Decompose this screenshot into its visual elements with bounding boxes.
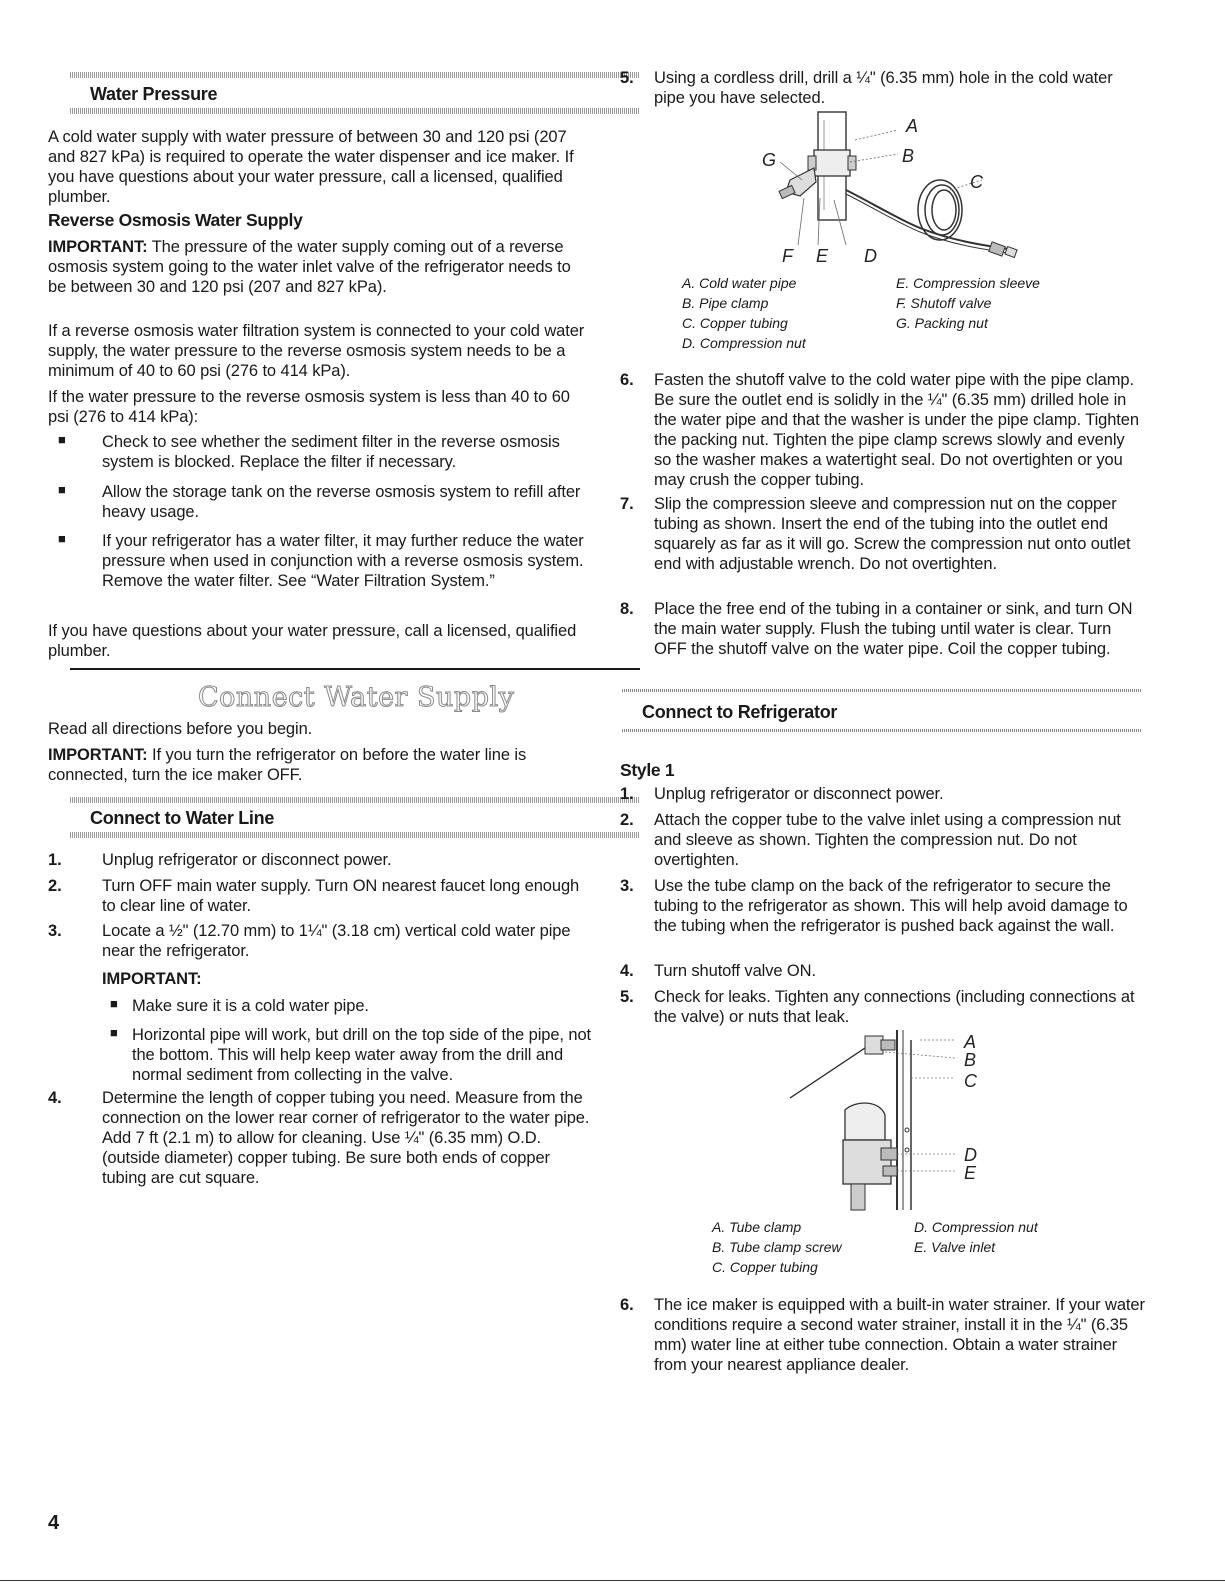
diagram1-legend-right (896, 273, 1040, 333)
legend-item: A. Cold water pipe (682, 275, 797, 291)
refrigerator-step-3: Use the tube clamp on the back of the refrigerator to secure the tubing to the refrigerator as shown. This will help avoid damage to the tubing when the refrigerator is pushed back against the wall. (654, 877, 1128, 935)
ro-supply-heading: Reverse Osmosis Water Supply (48, 210, 303, 230)
legend-item: E. Compression sleeve (896, 275, 1040, 291)
ro-paragraph-2: If a reverse osmosis water filtration system is connected to your cold water supply, the water pressure to the reverse osmosis system needs to be a minimum of 40 to 60 psi (276 to 414 kPa). (48, 322, 585, 380)
legend-item: E. Valve inlet (914, 1239, 996, 1255)
section-rule (70, 668, 640, 670)
step-number: 4. (620, 962, 634, 980)
legend-item: B. Tube clamp screw (712, 1239, 842, 1255)
section-divider-top (70, 797, 640, 803)
ro-important-paragraph (48, 237, 593, 297)
style-heading: Style 1 (620, 760, 675, 780)
drill-step: Using a cordless drill, drill a ¼" (6.35 mm) hole in the cold water pipe you have selected. (654, 69, 1113, 107)
refrigerator-step-2: Attach the copper tube to the valve inlet using a compression nut and sleeve as shown. Tighten the compression nut. Do not overtighten. (654, 811, 1121, 869)
diagram-letter-a: A (964, 1032, 977, 1052)
diagram-letter-f: F (782, 246, 793, 266)
diagram2-legend-left (712, 1217, 842, 1277)
section-divider-top (70, 72, 640, 78)
diagram-letter-c: C (970, 172, 983, 192)
fasten-valve-step: Fasten the shutoff valve to the cold water pipe with the pipe clamp. Be sure the outlet end is solidly in the ¼" (6.35 mm) drilled hole in the water pipe and that the washer is under the pipe clamp. Tighten the packing nut. Tighten the pipe clamp screws slowly and evenly so the washer makes a watertight seal. Do not overtighten or you may crush the copper tubing. (654, 371, 1139, 489)
step-number: 7. (620, 495, 634, 513)
water-line-step-1: Unplug refrigerator or disconnect power. (102, 851, 392, 869)
connect-water-supply-title: Connect Water Supply (198, 682, 515, 713)
section-divider-bottom (70, 108, 640, 114)
important-label: IMPORTANT: (48, 746, 148, 764)
ro-bullet-3: If your refrigerator has a water filter, it may further reduce the water pressure when used in conjunction with a reverse osmosis system. Remove the water filter. See “Water Filtration System.” (102, 532, 584, 590)
bullet-icon: ■ (110, 996, 118, 1011)
step-number: 3. (48, 922, 62, 940)
legend-item: C. Copper tubing (712, 1259, 818, 1275)
step-number: 6. (620, 371, 634, 389)
diagram-letter-d: D (864, 246, 877, 266)
refrigerator-step-1: Unplug refrigerator or disconnect power. (654, 785, 944, 803)
step-number: 1. (620, 785, 634, 803)
legend-item: B. Pipe clamp (682, 295, 769, 311)
step-number: 5. (620, 69, 634, 87)
legend-item: D. Compression nut (682, 335, 806, 351)
important-text: The pressure of the water supply coming out of a reverse osmosis system going to the water inlet valve of the refrigerator needs to be between 30 and 120 psi (207 and 827 kPa). (48, 238, 571, 296)
refrigerator-step-5: Check for leaks. Tighten any connections (including connections at the valve) or nuts that leak. (654, 988, 1135, 1026)
page-number: 4 (48, 1512, 60, 1534)
step-number: 5. (620, 988, 634, 1006)
refrigerator-step-4: Turn shutoff valve ON. (654, 962, 816, 980)
diagram-letter-c: C (964, 1071, 977, 1091)
section-divider-bottom (70, 832, 640, 838)
shutoff-valve-diagram (750, 110, 1050, 270)
ro-bullet-1: Check to see whether the sediment filter in the reverse osmosis system is blocked. Replace the filter if necessary. (102, 433, 560, 471)
bullet-icon: ■ (58, 482, 66, 497)
diagram1-legend-left (682, 273, 806, 353)
ro-bullet-2: Allow the storage tank on the reverse osmosis system to refill after heavy usage. (102, 483, 581, 521)
bullet-icon: ■ (58, 432, 66, 447)
step-number: 6. (620, 1296, 634, 1314)
section-divider-top (622, 689, 1142, 692)
step-number: 2. (620, 811, 634, 829)
valve-inlet-diagram (785, 1030, 985, 1215)
important-bullet-2: Horizontal pipe will work, but drill on the top side of the pipe, not the bottom. This will help keep water away from the drill and normal sediment from collecting in the valve. (132, 1026, 592, 1084)
water-line-step-2: Turn OFF main water supply. Turn ON nearest faucet long enough to clear line of water. (102, 877, 580, 915)
diagram-letter-e: E (816, 246, 829, 266)
water-pressure-body: A cold water supply with water pressure of between 30 and 120 psi (207 and 827 kPa) is required to operate the water dispenser and ice maker. If you have questions about your water pressure, call a licensed, qualified plumber. (48, 128, 574, 206)
step-number: 8. (620, 600, 634, 618)
ro-paragraph-3: If the water pressure to the reverse osmosis system is less than 40 to 60 psi (276 to 414 kPa): (48, 388, 570, 426)
page-bottom-rule (0, 1580, 1225, 1581)
step-number: 1. (48, 851, 62, 869)
important-text: If you turn the refrigerator on before the water line is connected, turn the ice maker OFF. (48, 746, 527, 784)
refrigerator-heading: Connect to Refrigerator (642, 702, 838, 722)
step-number: 3. (620, 877, 634, 895)
legend-item: D. Compression nut (914, 1219, 1038, 1235)
bullet-icon: ■ (58, 531, 66, 546)
step-number: 2. (48, 877, 62, 895)
water-strainer-step: The ice maker is equipped with a built-in water strainer. If your water conditions require a second water strainer, install it in the ¼" (6.35 mm) water line at either tube connection. Obtain a water strainer from your nearest appliance dealer. (654, 1296, 1145, 1374)
diagram2-legend-right (914, 1217, 1038, 1257)
diagram-letter-b: B (964, 1050, 977, 1070)
water-pressure-heading: Water Pressure (90, 84, 218, 104)
compression-sleeve-step: Slip the compression sleeve and compression nut on the copper tubing as shown. Insert the end of the tubing into the outlet end squarely as far as it will go. Screw the compression nut onto outlet end with adjustable wrench. Do not overtighten. (654, 495, 1131, 573)
water-line-step-3: Locate a ½" (12.70 mm) to 1¼" (3.18 cm) vertical cold water pipe near the refrigerator. (102, 922, 571, 960)
diagram-letter-e: E (964, 1163, 977, 1183)
important-label: IMPORTANT: (102, 970, 202, 988)
ro-closing: If you have questions about your water pressure, call a licensed, qualified plumber. (48, 622, 577, 660)
legend-item: F. Shutoff valve (896, 295, 992, 311)
flush-tubing-step: Place the free end of the tubing in a container or sink, and turn ON the main water supply. Flush the tubing until water is clear. Turn OFF the shutoff valve on the water pipe. Coil the copper tubing. (654, 600, 1133, 658)
water-line-step-4: Determine the length of copper tubing you need. Measure from the connection on the lower rear corner of refrigerator to the water pipe. Add 7 ft (2.1 m) to allow for cleaning. Use ¼" (6.35 mm) O.D. (outside diameter) copper tubing. Be sure both ends of copper tubing are cut square. (102, 1089, 590, 1187)
connect-intro: Read all directions before you begin. (48, 720, 313, 738)
section-divider-bottom (622, 729, 1142, 732)
diagram-letter-d: D (964, 1145, 977, 1165)
diagram-letter-a: A (906, 116, 919, 136)
legend-item: G. Packing nut (896, 315, 988, 331)
legend-item: A. Tube clamp (712, 1219, 802, 1235)
water-line-heading: Connect to Water Line (90, 808, 275, 828)
step-number: 4. (48, 1089, 62, 1107)
bullet-icon: ■ (110, 1025, 118, 1040)
connect-important-paragraph (48, 745, 593, 785)
important-bullet-1: Make sure it is a cold water pipe. (132, 997, 369, 1015)
diagram-letter-b: B (902, 146, 915, 166)
legend-item: C. Copper tubing (682, 315, 788, 331)
important-label: IMPORTANT: (48, 238, 148, 256)
diagram-letter-g: G (762, 150, 777, 170)
